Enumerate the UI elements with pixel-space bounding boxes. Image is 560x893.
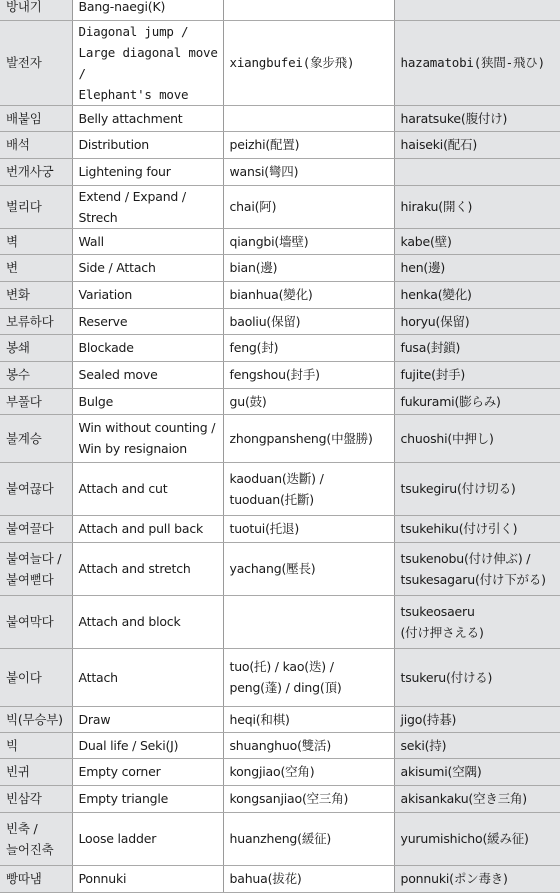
korean-term-cell [0, 20, 72, 105]
korean-term-text: 변화 [6, 284, 72, 305]
korean-term-text: 방내기 [6, 0, 72, 17]
table-row [0, 785, 560, 812]
korean-term-cell [0, 414, 72, 462]
japanese-term-cell [394, 158, 560, 185]
japanese-term-cell [394, 462, 560, 515]
japanese-term-cell [394, 542, 560, 595]
table-row [0, 334, 560, 361]
table-row [0, 414, 560, 462]
chinese-term-cell [223, 706, 394, 732]
english-term-text: Attach and cut [79, 478, 223, 499]
korean-term-cell [0, 308, 72, 334]
chinese-term-cell [223, 254, 394, 281]
english-term-cell [72, 308, 223, 334]
chinese-term-cell [223, 462, 394, 515]
english-term-cell [72, 595, 223, 648]
korean-term-text: 붙여끌다 [6, 518, 72, 539]
table-row [0, 158, 560, 185]
chinese-term-text: heqi(和棋) [230, 709, 394, 730]
english-term-cell [72, 648, 223, 706]
chinese-term-text: zhongpansheng(中盤勝) [230, 428, 394, 449]
korean-term-cell [0, 131, 72, 158]
korean-term-cell [0, 462, 72, 515]
japanese-term-text: seki(持) [401, 735, 560, 756]
korean-term-cell [0, 254, 72, 281]
english-term-cell [72, 865, 223, 892]
chinese-term-cell [223, 281, 394, 308]
chinese-term-text: yachang(壓長) [230, 558, 394, 579]
korean-term-text: 붙이다 [6, 667, 72, 688]
chinese-term-cell [223, 542, 394, 595]
chinese-term-cell [223, 648, 394, 706]
table-row [0, 462, 560, 515]
english-term-cell [72, 361, 223, 388]
chinese-term-cell [223, 388, 394, 414]
japanese-term-cell [394, 595, 560, 648]
chinese-term-text: feng(封) [230, 337, 394, 358]
table-row [0, 388, 560, 414]
chinese-term-text: bian(邊) [230, 257, 394, 278]
korean-term-cell [0, 105, 72, 131]
korean-term-cell [0, 706, 72, 732]
english-term-text: Attach and pull back [79, 518, 223, 539]
english-term-cell [72, 732, 223, 758]
japanese-term-cell [394, 515, 560, 542]
korean-term-text: 빅 [6, 735, 72, 756]
english-term-text: Extend / Expand / Strech [79, 186, 223, 228]
english-term-text: Lightening four [79, 161, 223, 182]
japanese-term-cell [394, 812, 560, 865]
english-term-text: Wall [79, 231, 223, 252]
table-row [0, 648, 560, 706]
chinese-term-text: peizhi(配置) [230, 134, 394, 155]
korean-term-cell [0, 334, 72, 361]
english-term-text: Draw [79, 709, 223, 730]
japanese-term-text: hen(邊) [401, 257, 560, 278]
japanese-term-cell [394, 388, 560, 414]
korean-term-text: 봉쇄 [6, 337, 72, 358]
chinese-term-cell [223, 20, 394, 105]
table-row [0, 812, 560, 865]
english-term-cell [72, 388, 223, 414]
table-row [0, 131, 560, 158]
english-term-text: Bulge [79, 391, 223, 412]
chinese-term-text: huanzheng(緩征) [230, 828, 394, 849]
japanese-term-cell [394, 131, 560, 158]
chinese-term-cell [223, 131, 394, 158]
japanese-term-cell [394, 20, 560, 105]
chinese-term-cell [223, 308, 394, 334]
korean-term-text: 배석 [6, 134, 72, 155]
table-row [0, 732, 560, 758]
english-term-cell [72, 785, 223, 812]
japanese-term-text: hiraku(開く) [401, 196, 560, 217]
korean-term-cell [0, 185, 72, 228]
english-term-text: Empty corner [79, 761, 223, 782]
table-row [0, 706, 560, 732]
english-term-cell [72, 158, 223, 185]
korean-term-text: 보류하다 [6, 311, 72, 332]
chinese-term-text: wansi(彎四) [230, 161, 394, 182]
korean-term-text: 빈삼각 [6, 788, 72, 809]
korean-term-text: 빈귀 [6, 761, 72, 782]
table-row [0, 185, 560, 228]
english-term-text: Attach [79, 667, 223, 688]
korean-term-cell [0, 595, 72, 648]
japanese-term-text: chuoshi(中押し) [401, 428, 560, 449]
english-term-text: Empty triangle [79, 788, 223, 809]
japanese-term-text: haiseki(配石) [401, 134, 560, 155]
japanese-term-cell [394, 785, 560, 812]
english-term-cell [72, 334, 223, 361]
english-term-text: Side / Attach [79, 257, 223, 278]
japanese-term-cell [394, 281, 560, 308]
chinese-term-cell [223, 0, 394, 20]
english-term-text: Blockade [79, 337, 223, 358]
japanese-term-text: hazamatobi(狭間-飛ひ) [401, 52, 560, 73]
english-term-cell [72, 281, 223, 308]
chinese-term-cell [223, 595, 394, 648]
english-term-text: Win without counting / Win by resignaion [79, 417, 223, 459]
japanese-term-cell [394, 648, 560, 706]
table-row [0, 865, 560, 892]
korean-term-cell [0, 281, 72, 308]
english-term-cell [72, 706, 223, 732]
japanese-term-cell [394, 414, 560, 462]
chinese-term-text: kongjiao(空角) [230, 761, 394, 782]
korean-term-cell [0, 732, 72, 758]
japanese-term-cell [394, 865, 560, 892]
english-term-cell [72, 0, 223, 20]
table-row [0, 0, 560, 20]
chinese-term-text: tuotui(托退) [230, 518, 394, 539]
chinese-term-text: xiangbufei(象步飛) [230, 52, 394, 73]
english-term-text: Diagonal jump / Large diagonal move / Elephant's move [79, 21, 223, 105]
japanese-term-text: fujite(封手) [401, 364, 560, 385]
japanese-term-text: tsukegiru(付け切る) [401, 478, 560, 499]
korean-term-cell [0, 758, 72, 785]
english-term-text: Attach and block [79, 611, 223, 632]
korean-term-text: 벽 [6, 231, 72, 252]
chinese-term-text: shuanghuo(雙活) [230, 735, 394, 756]
chinese-term-cell [223, 105, 394, 131]
korean-term-text: 변 [6, 257, 72, 278]
korean-term-text: 배붙임 [6, 108, 72, 129]
korean-term-cell [0, 228, 72, 254]
english-term-cell [72, 254, 223, 281]
korean-term-text: 번개사궁 [6, 161, 72, 182]
japanese-term-text: kabe(壁) [401, 231, 560, 252]
chinese-term-cell [223, 732, 394, 758]
table-row [0, 281, 560, 308]
chinese-term-text: baoliu(保留) [230, 311, 394, 332]
chinese-term-cell [223, 758, 394, 785]
japanese-term-cell [394, 334, 560, 361]
korean-term-cell [0, 542, 72, 595]
chinese-term-cell [223, 865, 394, 892]
japanese-term-text: tsukeru(付ける) [401, 667, 560, 688]
korean-term-text: 빵따냄 [6, 868, 72, 889]
table-row [0, 758, 560, 785]
korean-term-cell [0, 158, 72, 185]
table-row [0, 542, 560, 595]
table-row [0, 361, 560, 388]
chinese-term-cell [223, 515, 394, 542]
korean-term-text: 벌리다 [6, 196, 72, 217]
english-term-cell [72, 462, 223, 515]
english-term-cell [72, 185, 223, 228]
english-term-cell [72, 515, 223, 542]
english-term-text: Ponnuki [79, 868, 223, 889]
korean-term-text: 부풀다 [6, 391, 72, 412]
english-term-cell [72, 105, 223, 131]
korean-term-cell [0, 0, 72, 20]
japanese-term-text: tsukeosaeru (付け押さえる) [401, 601, 560, 643]
japanese-term-text: fukurami(膨らみ) [401, 391, 560, 412]
japanese-term-cell [394, 361, 560, 388]
korean-term-text: 봉수 [6, 364, 72, 385]
chinese-term-text: chai(阿) [230, 196, 394, 217]
english-term-text: Distribution [79, 134, 223, 155]
korean-term-text: 빅(무승부) [6, 709, 72, 730]
japanese-term-cell [394, 308, 560, 334]
english-term-text: Reserve [79, 311, 223, 332]
korean-term-cell [0, 515, 72, 542]
japanese-term-text: henka(變化) [401, 284, 560, 305]
korean-term-cell [0, 388, 72, 414]
korean-term-text: 붙여막다 [6, 611, 72, 632]
english-term-cell [72, 542, 223, 595]
table-row [0, 515, 560, 542]
japanese-term-cell [394, 254, 560, 281]
japanese-term-cell [394, 706, 560, 732]
japanese-term-cell [394, 0, 560, 20]
english-term-cell [72, 414, 223, 462]
table-row [0, 228, 560, 254]
chinese-term-cell [223, 812, 394, 865]
chinese-term-cell [223, 185, 394, 228]
chinese-term-cell [223, 785, 394, 812]
chinese-term-cell [223, 334, 394, 361]
chinese-term-text: qiangbi(墻壁) [230, 231, 394, 252]
chinese-term-cell [223, 158, 394, 185]
japanese-term-cell [394, 732, 560, 758]
english-term-text: Attach and stretch [79, 558, 223, 579]
japanese-term-cell [394, 758, 560, 785]
english-term-cell [72, 758, 223, 785]
korean-term-text: 불계승 [6, 428, 72, 449]
japanese-term-text: akisumi(空隅) [401, 761, 560, 782]
chinese-term-text: kaoduan(迭斷) / tuoduan(托斷) [230, 468, 394, 510]
japanese-term-text: fusa(封鎖) [401, 337, 560, 358]
japanese-term-text: yurumishicho(緩み征) [401, 828, 560, 849]
japanese-term-text: ponnuki(ポン毒き) [401, 868, 560, 889]
japanese-term-text: haratsuke(腹付け) [401, 108, 560, 129]
chinese-term-text: gu(鼓) [230, 391, 394, 412]
english-term-cell [72, 20, 223, 105]
japanese-term-cell [394, 105, 560, 131]
english-term-cell [72, 228, 223, 254]
chinese-term-text: tuo(托) / kao(迭) / peng(蓬) / ding(頂) [230, 656, 394, 698]
chinese-term-text: fengshou(封手) [230, 364, 394, 385]
korean-term-cell [0, 361, 72, 388]
japanese-term-cell [394, 228, 560, 254]
english-term-text: Belly attachment [79, 108, 223, 129]
table-row [0, 254, 560, 281]
english-term-cell [72, 812, 223, 865]
korean-term-cell [0, 865, 72, 892]
chinese-term-cell [223, 361, 394, 388]
table-row [0, 308, 560, 334]
table-row [0, 105, 560, 131]
japanese-term-text: akisankaku(空き三角) [401, 788, 560, 809]
english-term-text: Dual life / Seki(J) [79, 735, 223, 756]
korean-term-cell [0, 648, 72, 706]
chinese-term-text: kongsanjiao(空三角) [230, 788, 394, 809]
english-term-text: Sealed move [79, 364, 223, 385]
korean-term-cell [0, 812, 72, 865]
chinese-term-cell [223, 414, 394, 462]
chinese-term-text: bianhua(變化) [230, 284, 394, 305]
japanese-term-cell [394, 185, 560, 228]
korean-term-text: 빈축 / 늘어진축 [6, 818, 72, 860]
english-term-text: Loose ladder [79, 828, 223, 849]
chinese-term-text: bahua(拔花) [230, 868, 394, 889]
english-term-text: Bang-naegi(K) [79, 0, 223, 17]
korean-term-text: 붙여늘다 / 붙여뻗다 [6, 548, 72, 590]
japanese-term-text: jigo(持碁) [401, 709, 560, 730]
table-row [0, 595, 560, 648]
korean-term-cell [0, 785, 72, 812]
japanese-term-text: horyu(保留) [401, 311, 560, 332]
chinese-term-cell [223, 228, 394, 254]
korean-term-text: 붙여끊다 [6, 478, 72, 499]
japanese-term-text: tsukehiku(付け引く) [401, 518, 560, 539]
korean-term-text: 발전자 [6, 52, 72, 73]
english-term-text: Variation [79, 284, 223, 305]
japanese-term-text: tsukenobu(付け伸ぶ) / tsukesagaru(付け下がる) [401, 548, 560, 590]
table-row [0, 20, 560, 105]
english-term-cell [72, 131, 223, 158]
